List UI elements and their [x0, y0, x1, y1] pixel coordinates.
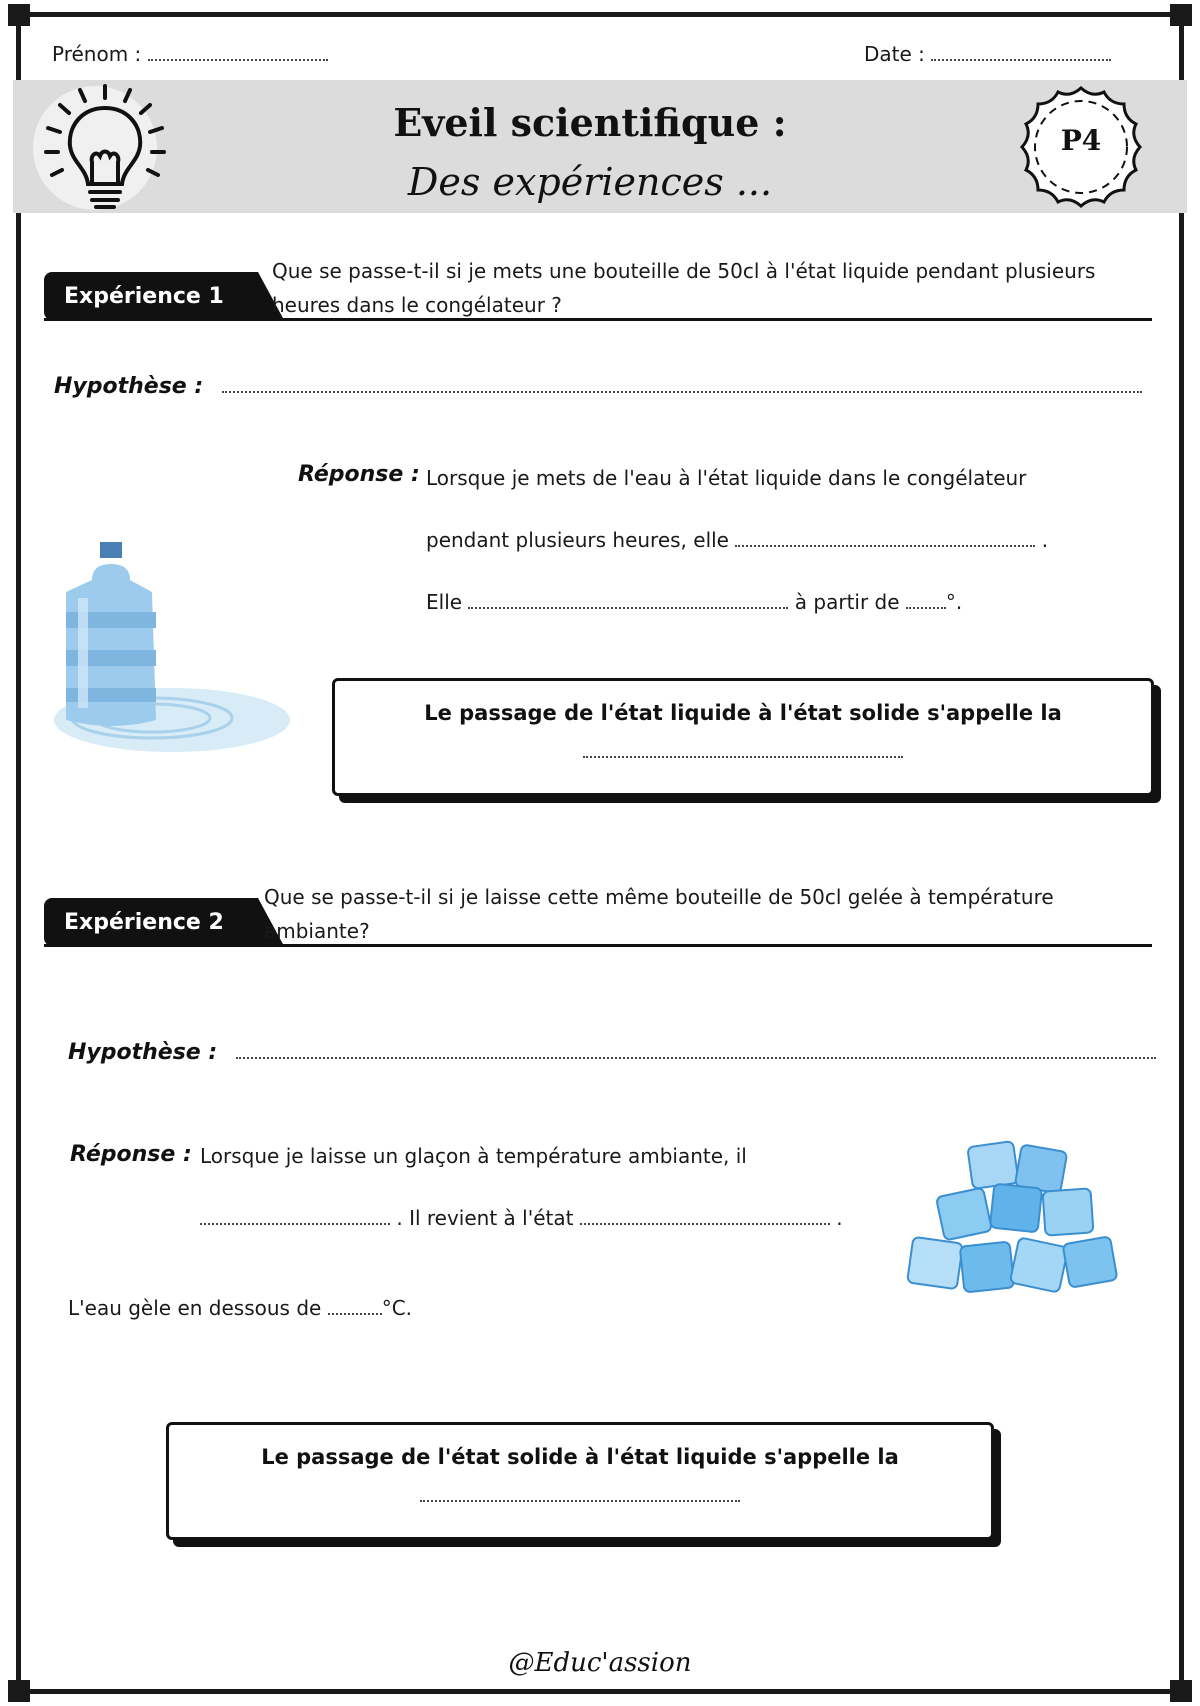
answer-line-1: Lorsque je mets de l'eau à l'état liquide dans le congélateur [426, 466, 1027, 490]
frame-corner [1170, 4, 1192, 26]
answer-label: Réponse : [298, 462, 420, 487]
temperature-blank[interactable] [328, 1312, 382, 1315]
definition-box-1 [332, 678, 1154, 796]
temperature-blank[interactable] [906, 606, 946, 609]
answer-line-3-start: Elle [426, 590, 463, 614]
answer-line-2-end: . [836, 1206, 843, 1230]
answer-line-2-text: pendant plusieurs heures, elle [426, 528, 729, 552]
hypothesis-blank[interactable] [222, 390, 1142, 393]
hypothesis-blank[interactable] [236, 1056, 1156, 1059]
author-signature: @Educ'assion [508, 1648, 692, 1678]
answer-blank[interactable] [580, 1222, 830, 1225]
definition-box-2-text: Le passage de l'état solide à l'état liquide s'appelle la [261, 1445, 899, 1469]
prenom-field[interactable] [52, 42, 328, 66]
prenom-label: Prénom : [52, 42, 142, 66]
definition-box-1-blank[interactable] [583, 755, 903, 758]
freezing-point-text: L'eau gèle en dessous de [68, 1296, 322, 1320]
experience-1-hypothesis[interactable] [54, 374, 1142, 399]
experience-1-question: Que se passe-t-il si je mets une bouteille de 50cl à l'état liquide pendant plusieurs heures dans le congélateur ? [272, 259, 1096, 317]
answer-line-2-end: . [1041, 528, 1049, 552]
frame-corner [1170, 1680, 1192, 1702]
date-label: Date : [864, 42, 925, 66]
hypothesis-label: Hypothèse : [68, 1040, 218, 1065]
prenom-blank[interactable] [148, 58, 328, 61]
answer-line-3-mid: à partir de [794, 590, 900, 614]
experience-2-rule [44, 944, 1152, 947]
answer-line-2-mid: . Il revient à l'état [396, 1206, 574, 1230]
ice-cubes-illustration [900, 1140, 1126, 1300]
answer-blank[interactable] [200, 1222, 390, 1225]
definition-box-1-text: Le passage de l'état liquide à l'état solide s'appelle la [424, 701, 1062, 725]
frame-corner [8, 1680, 30, 1702]
experience-1-rule [44, 318, 1152, 321]
definition-box-2-blank[interactable] [420, 1499, 740, 1502]
level-badge [1018, 84, 1144, 210]
answer-line-2[interactable] [426, 528, 1048, 552]
experience-1-tab [44, 272, 258, 320]
water-bottle-illustration [52, 540, 292, 760]
hypothesis-label: Hypothèse : [54, 374, 204, 399]
experience-2-tab [44, 898, 258, 946]
page-subtitle: Des expériences ... [407, 160, 773, 204]
frame-corner [8, 4, 30, 26]
experience-2-hypothesis[interactable] [68, 1040, 1156, 1065]
lightbulb-icon [30, 80, 170, 220]
answer-blank[interactable] [468, 606, 788, 609]
answer-line-3[interactable] [426, 590, 962, 614]
answer-line-3-end: °. [945, 590, 963, 614]
freezing-point-line[interactable] [68, 1296, 412, 1320]
answer-line-2[interactable] [200, 1206, 843, 1230]
page-title: Eveil scientifique : [393, 100, 787, 145]
date-blank[interactable] [931, 58, 1111, 61]
answer-label: Réponse : [70, 1142, 192, 1167]
answer-blank[interactable] [735, 544, 1035, 547]
level-badge-label: P4 [1060, 124, 1102, 157]
experience-2-question: Que se passe-t-il si je laisse cette même bouteille de 50cl gelée à température ambiante? [264, 885, 1054, 943]
answer-line-1: Lorsque je laisse un glaçon à température ambiante, il [200, 1144, 747, 1168]
definition-box-2 [166, 1422, 994, 1540]
experience-1-label: Expérience 1 [64, 283, 224, 309]
experience-2-label: Expérience 2 [64, 909, 224, 935]
freezing-point-unit: °C. [381, 1296, 413, 1320]
date-field[interactable] [864, 42, 1111, 66]
